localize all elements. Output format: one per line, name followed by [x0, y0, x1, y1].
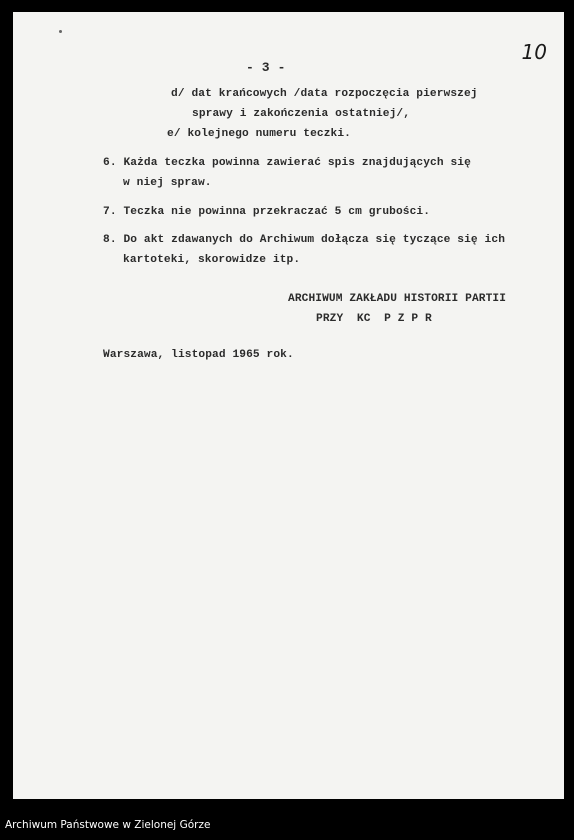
signature-line-1: ARCHIWUM ZAKŁADU HISTORII PARTII: [288, 293, 507, 305]
folio-number: 10: [521, 40, 547, 64]
signature-line-2: PRZY KC P Z P R: [316, 313, 432, 325]
text-line-8: kartoteki, skorowidze itp.: [123, 254, 301, 266]
document-page: [13, 12, 564, 799]
text-line-5: w niej spraw.: [123, 177, 212, 189]
archive-caption: Archiwum Państwowe w Zielonej Górze: [5, 819, 211, 831]
text-line-2: sprawy i zakończenia ostatniej/,: [192, 108, 411, 120]
date-place: Warszawa, listopad 1965 rok.: [103, 349, 294, 361]
text-line-4: 6. Każda teczka powinna zawierać spis znajdujących się: [103, 157, 471, 169]
page-marker: - 3 -: [246, 60, 286, 75]
text-line-6: 7. Teczka nie powinna przekraczać 5 cm grubości.: [103, 206, 431, 218]
text-line-3: e/ kolejnego numeru teczki.: [167, 128, 351, 140]
paper-speck: [59, 30, 62, 33]
text-line-7: 8. Do akt zdawanych do Archiwum dołącza się tyczące się ich: [103, 234, 506, 246]
text-line-1: d/ dat krańcowych /data rozpoczęcia pierwszej: [171, 88, 478, 100]
